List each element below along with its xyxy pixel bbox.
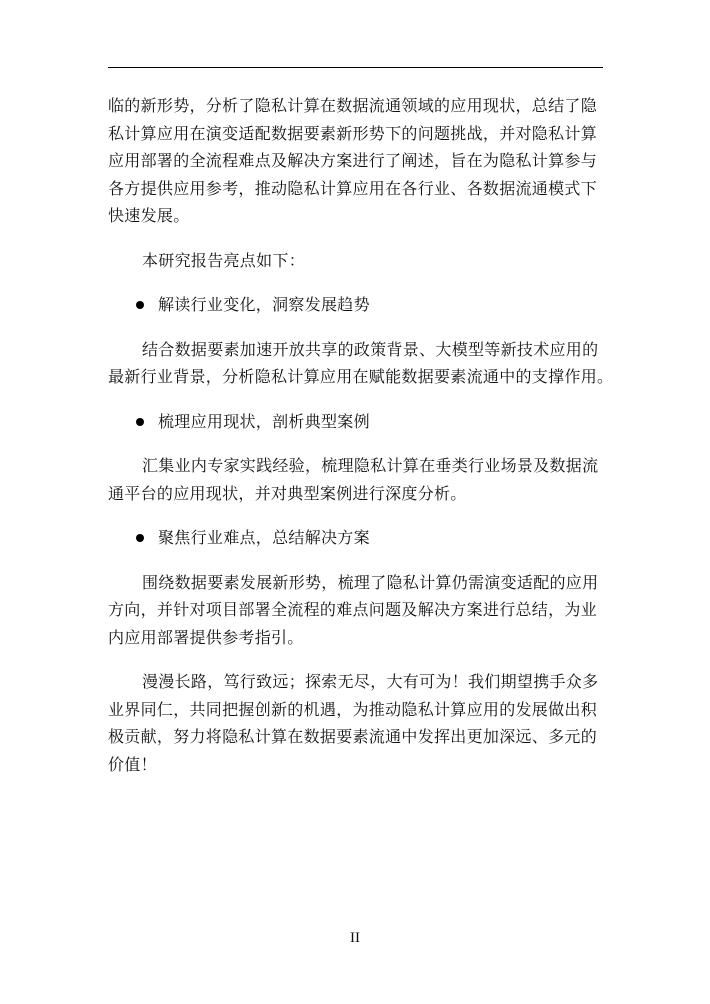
text-line: 围绕数据要素发展新形势，梳理了隐私计算仍需演变适配的应用: [142, 572, 599, 592]
text-line: 各方提供应用参考，推动隐私计算应用在各行业、各数据流通模式下: [108, 178, 598, 198]
text-line: 本研究报告亮点如下：: [142, 250, 306, 270]
text-line: 私计算应用在演变适配数据要素新形势下的问题挑战，并对隐私计算: [108, 123, 598, 143]
text-line: 内应用部署提供参考指引。: [108, 627, 304, 647]
highlight-body-3: [108, 569, 608, 652]
highlight-title: 梳理应用现状，剖析典型案例: [158, 411, 370, 431]
text-line: 快速发展。: [108, 206, 190, 225]
text-line: 方向，并针对项目部署全流程的难点问题及解决方案进行总结，为业: [108, 600, 598, 619]
bullet-dot-icon: [136, 418, 144, 426]
text-line: 通平台的应用现状，并对典型案例进行深度分析。: [108, 483, 467, 503]
text-line: 最新行业背景，分析隐私计算应用在赋能数据要素流通中的支撑作用。: [108, 367, 614, 386]
highlight-bullet-2: [108, 408, 608, 436]
text-line: 极贡献，努力将隐私计算在数据要素流通中发挥出更加深远、多元的: [108, 727, 598, 746]
highlights-intro: [108, 247, 608, 275]
text-line: 应用部署的全流程难点及解决方案进行了阐述，旨在为隐私计算参与: [108, 151, 598, 170]
page-body: [108, 92, 614, 778]
header-rule: [108, 67, 603, 68]
text-line: 业界同仁，共同把握创新的机遇，为推动隐私计算应用的发展做出积: [108, 699, 598, 719]
text-line: 价值！: [108, 754, 157, 774]
highlight-bullet-1: [108, 291, 608, 319]
highlight-bullet-3: [108, 524, 608, 552]
intro-paragraph: [108, 92, 608, 230]
bullet-dot-icon: [136, 534, 144, 542]
highlight-body-1: [108, 336, 614, 391]
highlight-body-2: [108, 452, 608, 507]
text-line: 临的新形势，分析了隐私计算在数据流通领域的应用现状，总结了隐: [108, 96, 598, 115]
highlight-title: 聚焦行业难点，总结解决方案: [158, 528, 370, 547]
page-number: II: [350, 930, 360, 946]
text-line: 漫漫长路，笃行致远；探索无尽，大有可为！我们期望携手众多: [142, 672, 599, 691]
closing-paragraph: [108, 668, 608, 778]
highlight-title: 解读行业变化，洞察发展趋势: [158, 295, 370, 314]
text-line: 结合数据要素加速开放共享的政策背景、大模型等新技术应用的: [142, 339, 599, 359]
text-line: 汇集业内专家实践经验，梳理隐私计算在垂类行业场景及数据流: [142, 456, 599, 475]
bullet-dot-icon: [136, 301, 144, 309]
